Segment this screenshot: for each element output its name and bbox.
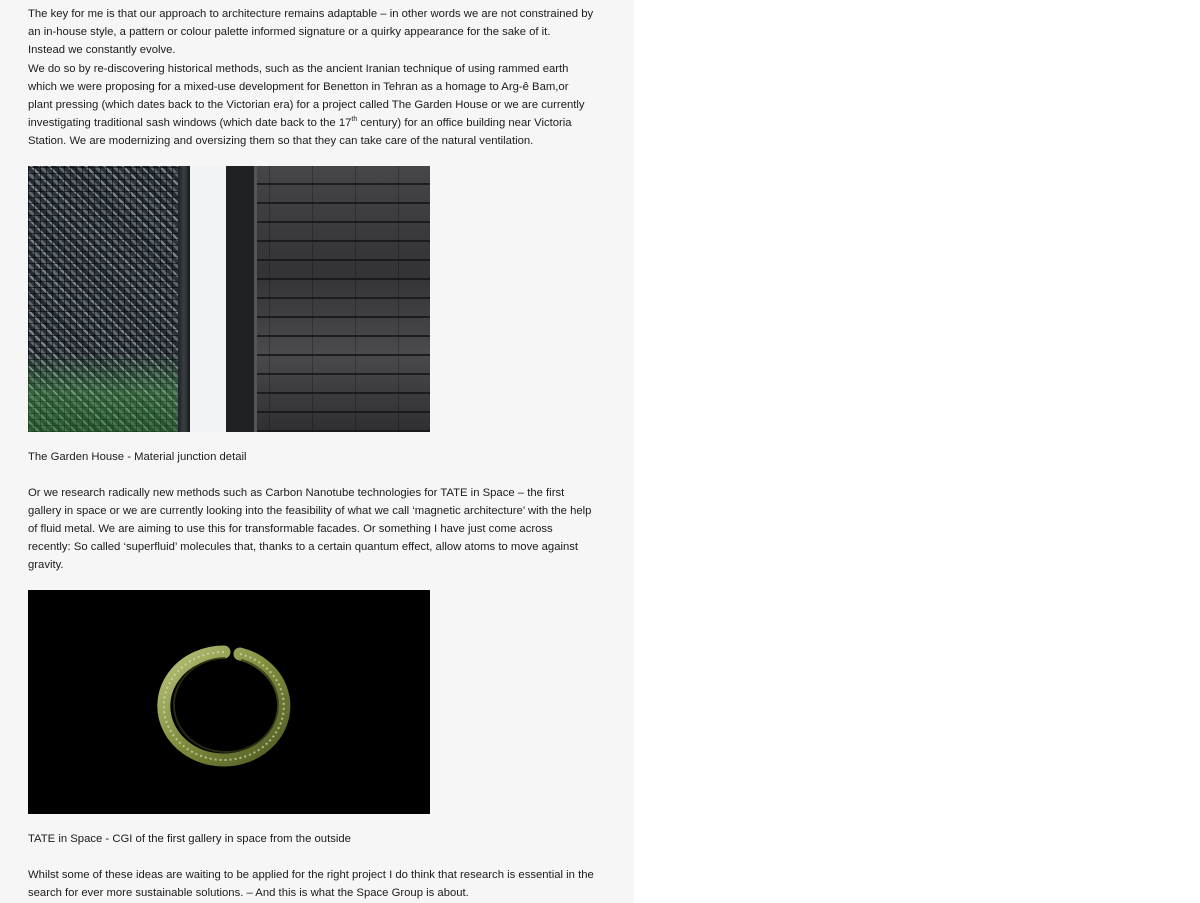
text-line: plant pressing (which dates back to the Victorian era) for a project called The Garden House or we are currently — [28, 99, 585, 111]
metal-frame — [178, 166, 190, 432]
garden-house-material-photo — [28, 166, 430, 432]
ring-gallery-graphic — [28, 590, 430, 814]
white-junction — [190, 166, 226, 432]
paragraph-conclusion — [28, 866, 594, 902]
text-line: which we were proposing for a mixed-use development for Benetton in Tehran as a homage to Arg-ê Bam,or — [28, 81, 569, 93]
glass-mosaic-tiles-image — [28, 166, 190, 432]
superscript: th — [351, 116, 358, 124]
text-fragment: century) for an office building near Victoria — [357, 117, 572, 129]
text-line — [28, 114, 585, 132]
text-line: gravity. — [28, 559, 64, 571]
text-line: gallery in space or we are currently looking into the feasibility of what we call ‘magnetic architecture’ with the help — [28, 505, 592, 517]
text-line: Station. We are modernizing and oversizing them so that they can take care of the natural ventilation. — [28, 135, 534, 147]
text-line: Or we research radically new methods such as Carbon Nanotube technologies for TATE in Space – the first — [28, 487, 565, 499]
tate-in-space-cgi-image — [28, 590, 430, 814]
text-line: recently: So called ‘superfluid’ molecules that, thanks to a certain quantum effect, allow atoms to move against — [28, 541, 579, 553]
paragraph-historical-methods — [28, 60, 585, 150]
image-caption-garden-house: The Garden House - Material junction detail — [28, 451, 247, 463]
text-line: Whilst some of these ideas are waiting to be applied for the right project I do think that research is essential in the — [28, 869, 594, 881]
text-fragment: investigating traditional sash windows (which date back to the 17 — [28, 117, 352, 129]
text-line: an in-house style, a pattern or colour palette informed signature or a quirky appearance for the sake of it. — [28, 26, 551, 38]
text-line: of fluid metal. We are aiming to use this for transformable facades. Or something I have just come across — [28, 523, 553, 535]
image-caption-tate-in-space: TATE in Space - CGI of the first gallery in space from the outside — [28, 833, 351, 845]
text-line: The key for me is that our approach to architecture remains adaptable – in other words we are not constrained by — [28, 8, 594, 20]
text-line: search for ever more sustainable solutions. – And this is what the Space Group is about. — [28, 887, 469, 899]
paragraph-intro — [28, 5, 593, 59]
text-line: We do so by re-discovering historical methods, such as the ancient Iranian technique of using rammed earth — [28, 63, 569, 75]
ring-highlight — [174, 658, 278, 752]
slate-edge-line — [254, 166, 257, 432]
paragraph-new-methods — [28, 484, 591, 574]
text-line: Instead we constantly evolve. — [28, 44, 176, 56]
